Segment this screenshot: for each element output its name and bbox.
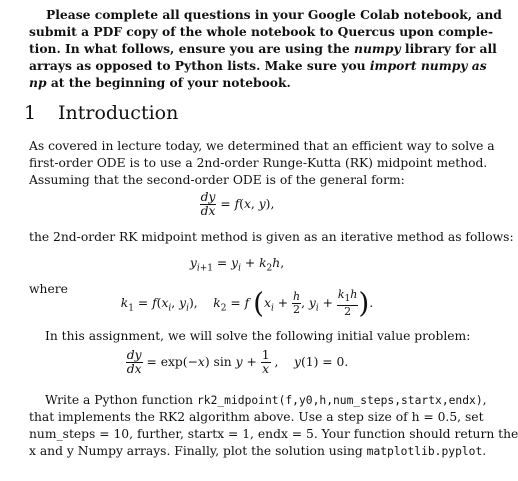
para1-line-1: As covered in lecture today, we determined that an efficient way to solve a [29,139,495,153]
para3-line: In this assignment, we will solve the following initial value problem: [45,329,471,343]
instruction-line-5: np at the beginning of your notebook. [29,75,291,90]
matplotlib-module-name: matplotlib.pyplot [366,445,483,458]
numpy-emphasis: numpy [354,41,401,56]
where-label: where [29,282,68,296]
section-title: Introduction [58,102,179,124]
para2-line: the 2nd-order RK midpoint method is given as an iterative method as follows: [29,230,514,244]
para1-line-3: Assuming that the second-order ODE is of the general form: [29,173,405,187]
para4-line-1: Write a Python function rk2_midpoint(f,y0,h,num_steps,startx,endx), [45,393,487,407]
instruction-line-4: arrays as opposed to Python lists. Make sure you import numpy as [29,58,487,73]
para4-line-3: num_steps = 10, further, startx = 1, endx = 5. Your function should return the [29,427,518,441]
instruction-line-3: tion. In what follows, ensure you are using the numpy library for all [29,41,497,56]
k-coefficients-equation: $k_1 = f(x_i$, $y_i$), $k_2 = f$ ($x_i$ + $\frac{h}{2}$ , $y_i$ + $\frac{k_1h}{2}$ ). [120,286,374,320]
para1-line-2: first-order ODE is to use a 2nd-order Runge-Kutta (RK) midpoint method. [29,156,488,170]
section-heading [24,102,178,124]
rk2-update-equation: $y_{i+1} = y_i + k_2h$, [189,256,285,274]
ode-general-form-equation: $\frac{dy}{dx}$ = f(x, y), [200,190,275,218]
instruction-line-1: Please complete all questions in your Google Colab notebook, and [46,7,502,22]
section-number: 1 [24,102,37,124]
para4-line-2: that implements the RK2 algorithm above. Use a step size of h = 0.5, set [29,410,484,424]
np-emphasis: np [29,75,47,90]
instruction-line-2: submit a PDF copy of the whole notebook to Quercus upon comple- [29,24,494,39]
ivp-equation: $\frac{dy}{dx}$ = exp(−x) sin y + $\frac{1}{x}$ , y(1) = 0. [126,348,349,376]
para4-line-4: x and y Numpy arrays. Finally, plot the solution using matplotlib.pyplot. [29,444,487,458]
rk2-function-signature: rk2_midpoint(f,y0,h,num_steps,startx,endx) [196,394,483,407]
import-emphasis: import numpy as [369,58,487,73]
